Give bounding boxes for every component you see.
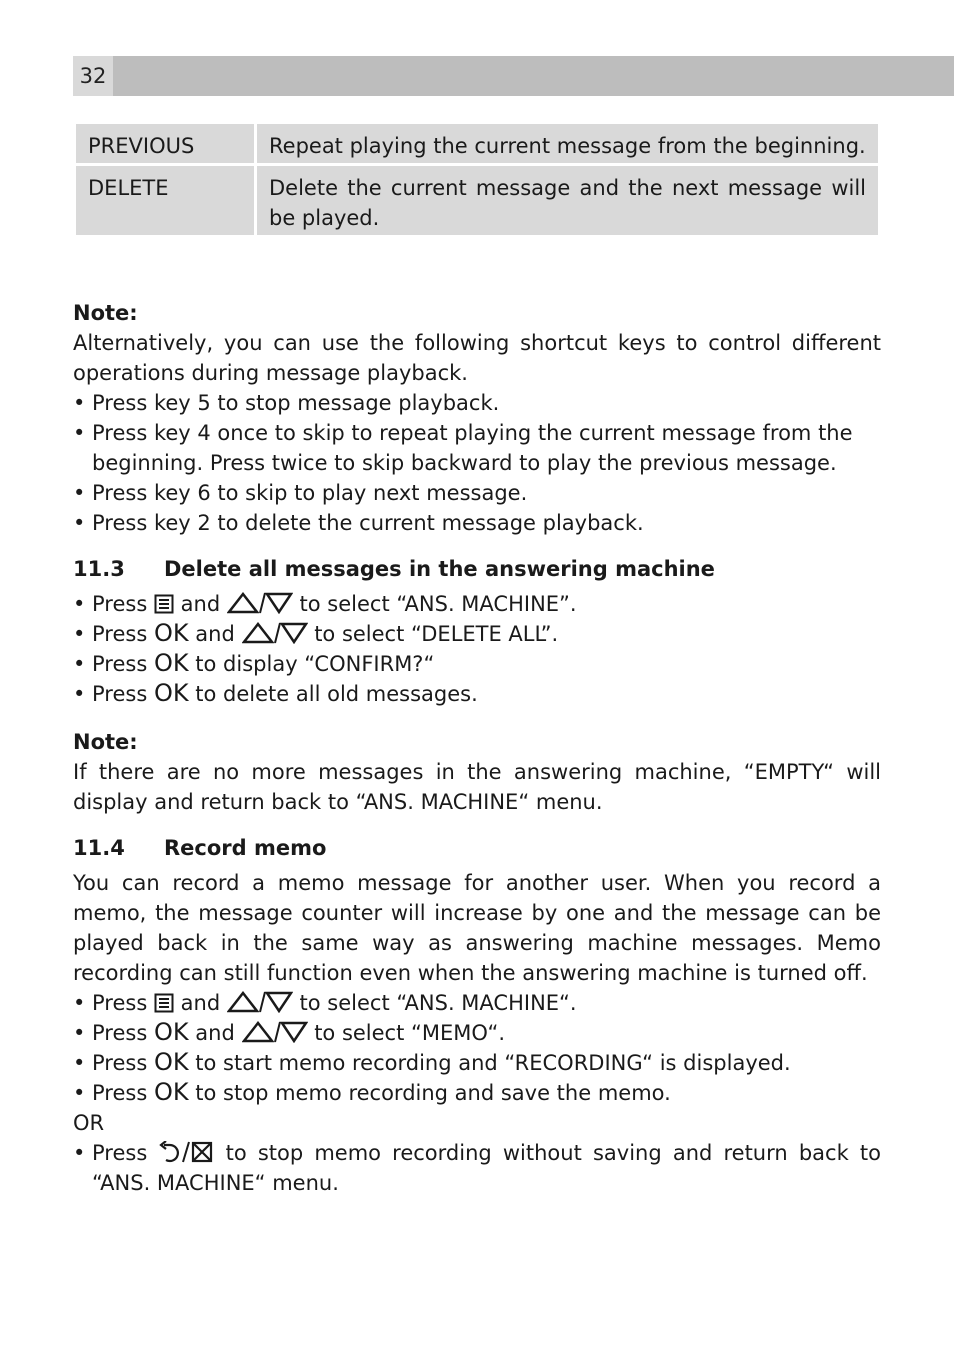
note-text: If there are no more messages in the answering machine, “EMPTY“ will display and return back to “ANS. MACHINE“ menu.	[73, 760, 881, 814]
up-down-arrow-icon	[242, 1021, 308, 1043]
step-text: to display “CONFIRM?“	[195, 652, 435, 676]
step-text: to stop memo recording and save the memo.	[195, 1081, 671, 1105]
ok-key-icon: OK	[153, 1078, 189, 1106]
list-item	[73, 619, 881, 649]
section-number: 11.3	[73, 557, 125, 581]
list-item	[73, 1138, 881, 1198]
section-heading	[73, 554, 881, 584]
menu-icon	[154, 593, 174, 614]
step-text: to select “DELETE ALL”.	[314, 622, 559, 646]
steps-list	[73, 589, 881, 709]
list-item	[73, 1078, 881, 1108]
steps-list	[73, 1138, 881, 1198]
step-text: Press	[92, 1021, 148, 1045]
table-cell-desc: Delete the current message and the next message will be played.	[257, 166, 878, 235]
back-cancel-icon	[158, 1141, 214, 1163]
step-text: to select “ANS. MACHINE”.	[299, 592, 577, 616]
section-heading	[73, 833, 881, 863]
list-item	[73, 589, 881, 619]
section-title: Record memo	[164, 836, 327, 860]
step-text: Press	[92, 991, 148, 1015]
page-content	[73, 298, 881, 1198]
section-number: 11.4	[73, 836, 125, 860]
step-text: and	[195, 1021, 235, 1045]
list-item: • Press key 4 once to skip to repeat playing the current message from the beginning. Press twice to skip backward to play the previous message.	[73, 418, 881, 478]
ok-key-icon: OK	[153, 1048, 189, 1076]
menu-icon	[154, 992, 174, 1013]
up-down-arrow-icon	[242, 622, 308, 644]
page-number: 32	[73, 56, 113, 96]
steps-list	[73, 988, 881, 1108]
note-title: Note:	[73, 301, 138, 325]
step-text: to delete all old messages.	[195, 682, 478, 706]
table-row	[76, 166, 878, 235]
note-text: Alternatively, you can use the following shortcut keys to control different operations during message playback.	[73, 331, 881, 385]
list-item	[73, 679, 881, 709]
ok-key-icon: OK	[153, 679, 189, 707]
list-item	[73, 649, 881, 679]
step-text: to start memo recording and “RECORDING“ is displayed.	[195, 1051, 791, 1075]
or-separator: OR	[73, 1111, 105, 1135]
step-text: Press	[92, 682, 148, 706]
step-text: Press	[92, 622, 148, 646]
section-title: Delete all messages in the answering machine	[164, 557, 715, 581]
step-text: Press	[92, 1141, 148, 1165]
step-text: Press	[92, 1051, 148, 1075]
list-item	[73, 1018, 881, 1048]
note-title: Note:	[73, 730, 138, 754]
page-header-bar	[73, 56, 954, 96]
list-item	[73, 1048, 881, 1078]
list-item: • Press key 5 to stop message playback.	[73, 388, 881, 418]
ok-key-icon: OK	[153, 649, 189, 677]
table-cell-desc: Repeat playing the current message from the beginning.	[257, 124, 878, 163]
up-down-arrow-icon	[227, 991, 293, 1013]
step-text: and	[180, 592, 221, 616]
controls-table	[73, 121, 881, 238]
list-item	[73, 988, 881, 1018]
step-text: to select “ANS. MACHINE“.	[299, 991, 577, 1015]
list-item: • Press key 6 to skip to play next message.	[73, 478, 881, 508]
step-text: Press	[92, 652, 148, 676]
up-down-arrow-icon	[227, 592, 293, 614]
list-item: • Press key 2 to delete the current message playback.	[73, 508, 881, 538]
table-row	[76, 124, 878, 163]
step-text: to select “MEMO“.	[314, 1021, 506, 1045]
table-cell-key: DELETE	[76, 166, 254, 235]
step-text: Press	[92, 592, 148, 616]
step-text: and	[180, 991, 221, 1015]
section-intro: You can record a memo message for another user. When you record a memo, the message counter will increase by one and the message can be played back in the same way as answering machine messages. Memo recording can still function even when the answering machine is turned off.	[73, 871, 881, 985]
ok-key-icon: OK	[153, 619, 189, 647]
step-text: Press	[92, 1081, 148, 1105]
step-text: and	[195, 622, 235, 646]
step-text: to stop memo recording without saving and return back to “ANS. MACHINE“ menu.	[92, 1141, 881, 1195]
table-cell-key: PREVIOUS	[76, 124, 254, 163]
ok-key-icon: OK	[153, 1018, 189, 1046]
shortcut-list	[73, 388, 881, 538]
